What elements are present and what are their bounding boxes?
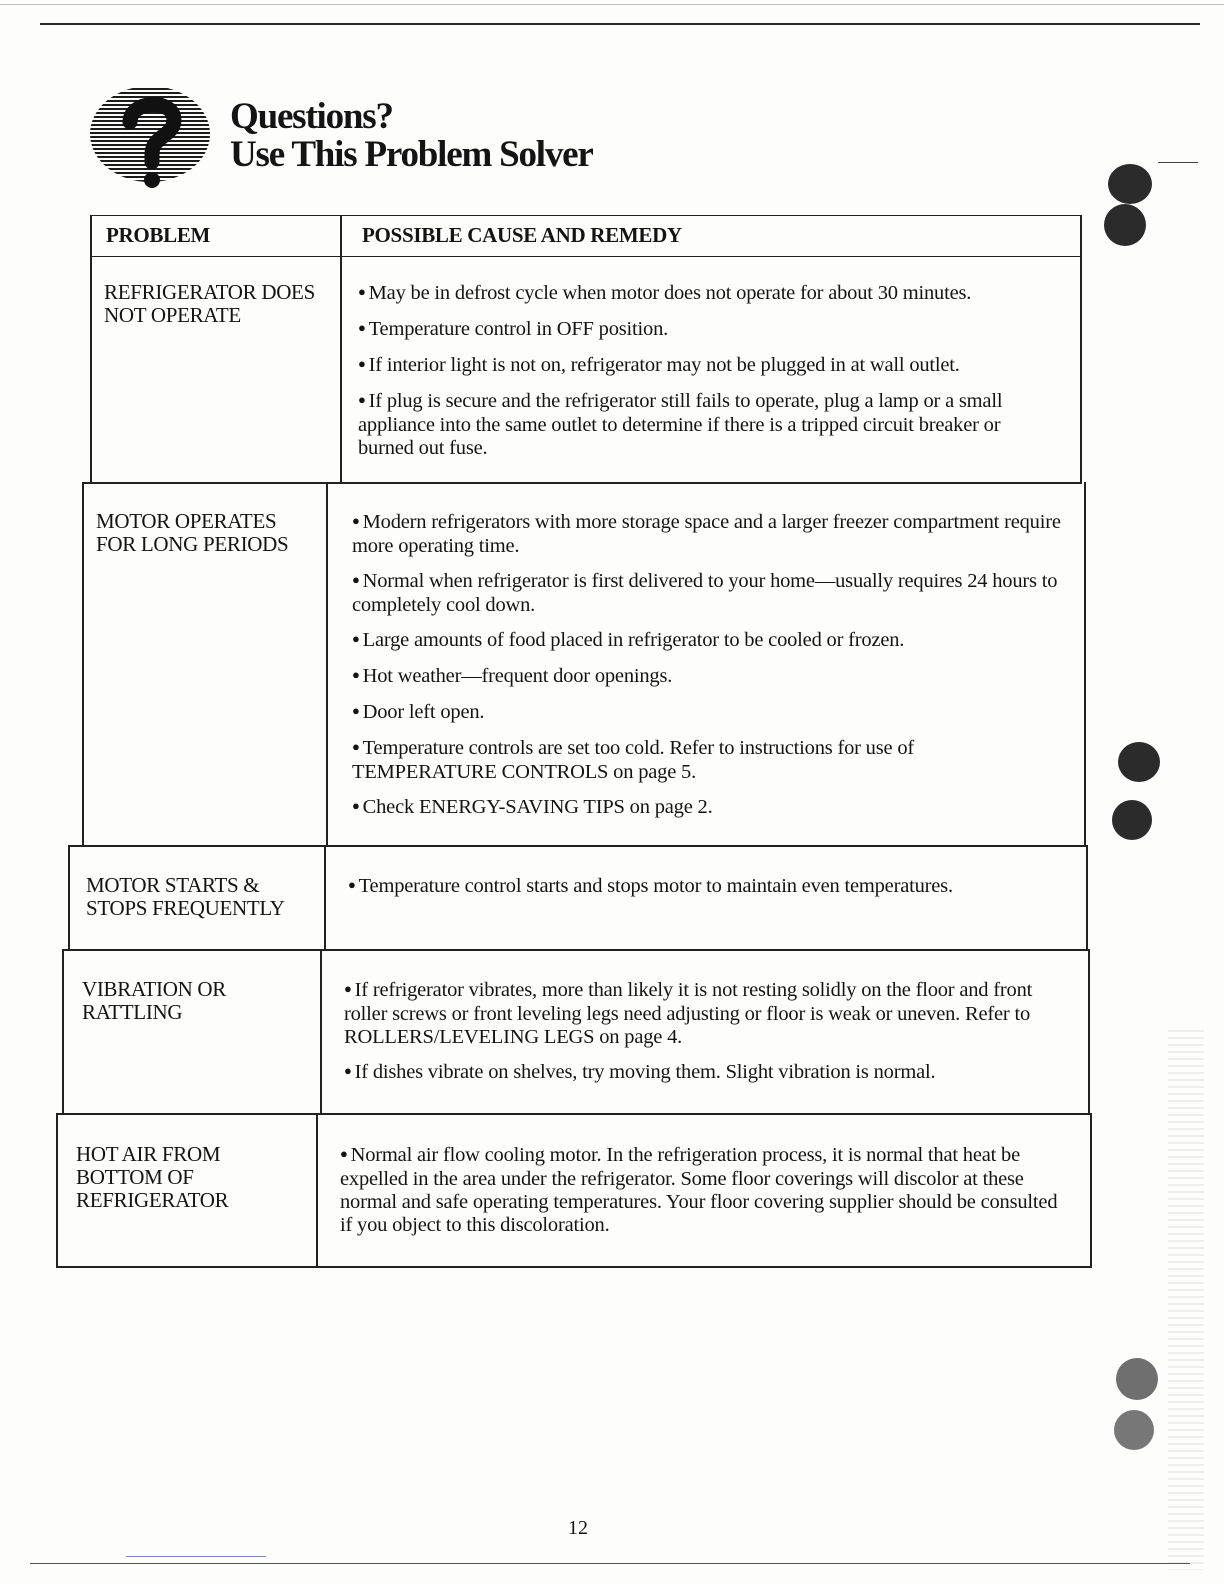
remedy-item (358, 354, 1058, 378)
remedy-text: Normal air flow cooling motor. In the refrigeration process, it is normal that heat be expelled in the area under the refrigerator. Some floor coverings will discolor at these normal and safe operating temperatures. Your floor covering supplier should be consulted if you object to this discoloration. (340, 1144, 1058, 1236)
remedy-list (344, 979, 1064, 1097)
bullet-icon: ● (358, 284, 366, 299)
remedy-text: Check ENERGY-SAVING TIPS on page 2. (362, 796, 713, 818)
remedy-text: If dishes vibrate on shelves, try moving them. Slight vibration is normal. (354, 1061, 936, 1083)
column-divider (316, 1113, 318, 1267)
row-edge-right (1088, 949, 1090, 1115)
row-edge-right (1086, 845, 1088, 951)
remedy-list (340, 1144, 1070, 1249)
punch-hole (1114, 1410, 1154, 1450)
bullet-icon: ● (340, 1146, 348, 1161)
remedy-text: If refrigerator vibrates, more than likely it is not resting solidly on the floor and front roller screws or front leveling legs need adjusting or floor is weak or uneven. Refer to ROLLERS/LEVELING LEGS on page 4. (344, 979, 1033, 1048)
bullet-icon: ● (352, 572, 360, 587)
problem-refrigerator-does-not-operate: REFRIGERATOR DOES NOT OPERATE (104, 280, 315, 327)
row-edge-left (68, 845, 70, 951)
remedy-item (358, 282, 1058, 306)
remedy-item (352, 511, 1062, 558)
page-title (230, 98, 593, 174)
remedy-text: Modern refrigerators with more storage space and a larger freezer compartment require more operating time. (352, 511, 1061, 557)
problem-hot-air-bottom: HOT AIR FROM BOTTOM OF REFRIGERATOR (76, 1142, 229, 1212)
punch-hole (1108, 164, 1152, 204)
title-line-problem-solver: Use This Problem Solver (230, 134, 593, 175)
row-edge-right (1080, 215, 1082, 483)
bullet-icon: ● (352, 667, 360, 682)
remedy-item (352, 570, 1062, 617)
row-edge-right (1090, 1113, 1092, 1267)
remedy-item (348, 875, 1068, 899)
row-edge-left (56, 1113, 58, 1267)
punch-hole (1116, 1358, 1158, 1400)
remedy-list (352, 511, 1062, 832)
title-line-questions: Questions? (230, 96, 393, 137)
remedy-text: Temperature control in OFF position. (368, 318, 669, 340)
remedy-text: If interior light is not on, refrigerator may not be plugged in at wall outlet. (368, 354, 960, 376)
remedy-text: Normal when refrigerator is first delivered to your home—usually requires 24 hours to completely cool down. (352, 570, 1058, 616)
remedy-text: Door left open. (362, 701, 485, 723)
remedy-text: Hot weather—frequent door openings. (362, 665, 673, 687)
bullet-icon: ● (348, 877, 356, 892)
remedy-item (358, 390, 1058, 460)
bullet-icon: ● (352, 703, 360, 718)
row-edge-left (62, 949, 64, 1115)
remedy-text: May be in defrost cycle when motor does not operate for about 30 minutes. (368, 282, 972, 304)
row-edge-left (90, 215, 92, 483)
punch-hole (1118, 742, 1160, 782)
remedy-text: Large amounts of food placed in refrigerator to be cooled or frozen. (362, 629, 905, 651)
remedy-item (352, 737, 1062, 784)
page-number: 12 (568, 1517, 588, 1539)
remedy-item (352, 796, 1062, 820)
row-divider (58, 1113, 1090, 1115)
row-edge-left (82, 482, 84, 846)
remedy-item (352, 665, 1062, 689)
problem-solver-table (56, 215, 1092, 1269)
bottom-rule (30, 1563, 1190, 1564)
problem-vibration-rattling: VIBRATION OR RATTLING (82, 977, 226, 1024)
scan-margin-noise (1168, 1030, 1204, 1570)
punch-hole (1112, 800, 1152, 840)
row-divider (70, 845, 1086, 847)
header-problem: PROBLEM (106, 223, 211, 247)
question-mark-icon (88, 84, 212, 194)
remedy-list (358, 282, 1058, 472)
problem-motor-operates-long: MOTOR OPERATES FOR LONG PERIODS (96, 509, 289, 556)
remedy-text: Temperature controls are set too cold. Refer to instructions for use of TEMPERATURE CONTROLS on page 5. (352, 737, 915, 783)
bullet-icon: ● (344, 981, 352, 996)
remedy-item (358, 318, 1058, 342)
column-divider (320, 949, 322, 1115)
problem-motor-starts-stops: MOTOR STARTS & STOPS FREQUENTLY (86, 873, 285, 920)
punch-hole (1104, 204, 1146, 246)
row-divider (64, 949, 1088, 951)
bottom-mark (126, 1556, 266, 1557)
remedy-text: If plug is secure and the refrigerator still fails to operate, plug a lamp or a small appliance into the same outlet to determine if there is a tripped circuit breaker or burned out fuse. (358, 390, 1003, 459)
bullet-icon: ● (358, 356, 366, 371)
header-cause-remedy: POSSIBLE CAUSE AND REMEDY (362, 223, 682, 247)
top-rule (40, 23, 1200, 25)
remedy-item (344, 1061, 1064, 1085)
bullet-icon: ● (352, 739, 360, 754)
remedy-text: Temperature control starts and stops motor to maintain even temperatures. (358, 875, 953, 897)
bullet-icon: ● (352, 798, 360, 813)
row-divider (56, 1266, 1092, 1268)
row-divider (82, 482, 1082, 484)
remedy-item (344, 979, 1064, 1049)
bullet-icon: ● (358, 392, 366, 407)
remedy-list (348, 875, 1068, 911)
scan-top-edge (0, 4, 1224, 5)
column-divider (326, 482, 328, 846)
remedy-item (352, 701, 1062, 725)
bullet-icon: ● (352, 513, 360, 528)
bullet-icon: ● (352, 631, 360, 646)
remedy-item (340, 1144, 1070, 1237)
row-edge-right (1084, 482, 1086, 846)
edge-mark (1158, 162, 1198, 163)
bullet-icon: ● (358, 320, 366, 335)
bullet-icon: ● (344, 1063, 352, 1078)
column-divider (340, 215, 342, 483)
remedy-item (352, 629, 1062, 653)
column-divider (324, 845, 326, 951)
